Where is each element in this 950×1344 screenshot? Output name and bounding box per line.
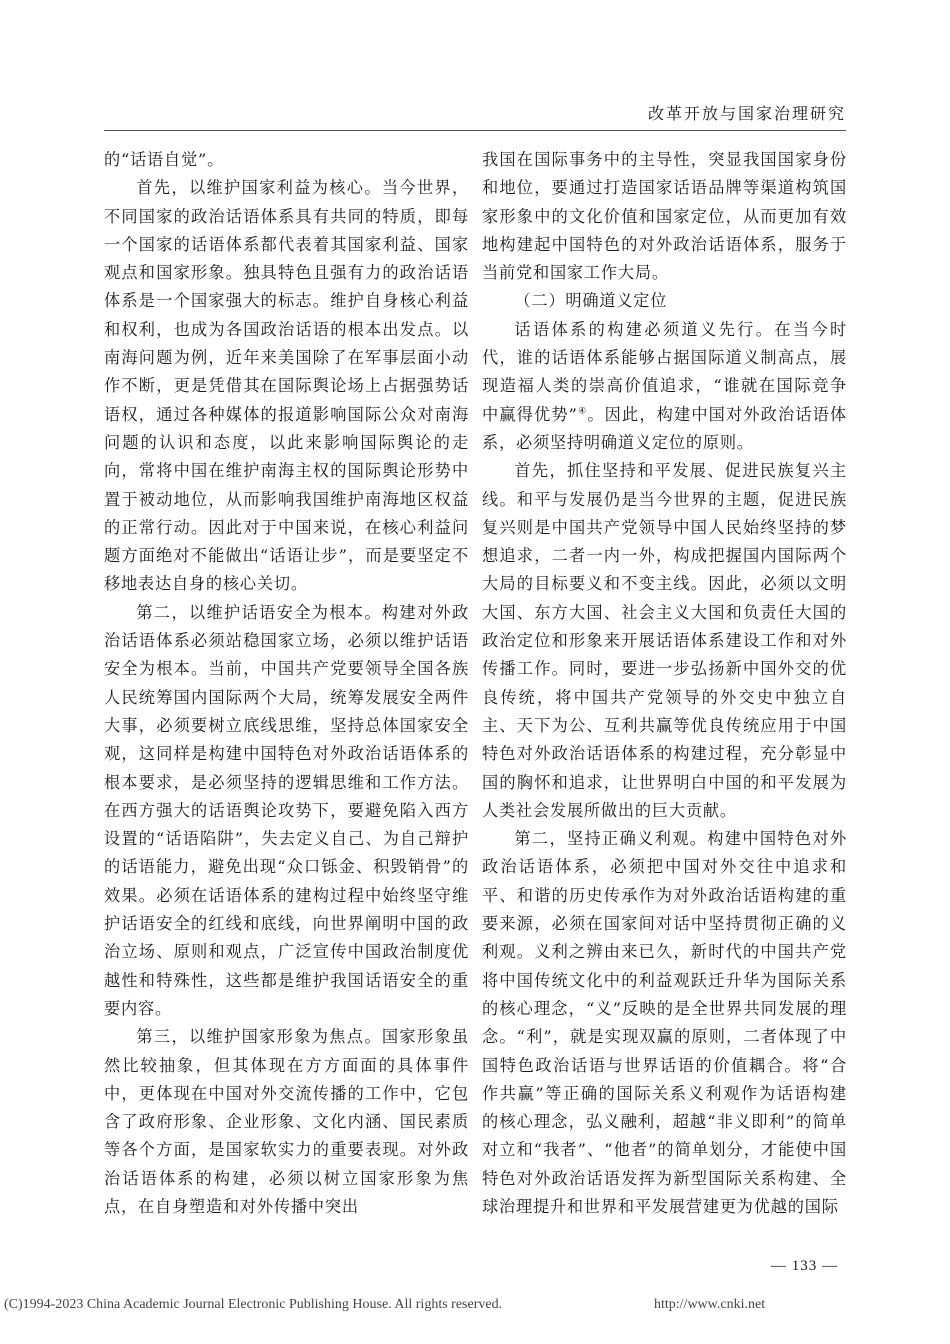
left-paragraph-2: 首先，以维护国家利益为核心。当今世界，不同国家的政治话语体系具有共同的特质，即每一个国家的话语体系都代表着其国家利益、国家观点和国家形象。独具特色且强有力的政治话语体系是一个国家强大的标志。维护自身核心利益和权利，也成为各国政治话语的根本出发点。以南海问题为例，近年来美国除了在军事层面小动作不断，更是凭借其在国际舆论场上占据强势话语权，通过各种媒体的报道影响国际公众对南海问题的认识和态度，以此来影响国际舆论的走向，常将中国在维护南海主权的国际舆论形势中置于被动地位，从而影响我国维护南海地区权益的正常行动。因此对于中国来说，在核心利益问题方面绝对不能做出“话语让步”，而是要坚定不移地表达自身的核心关切。 xyxy=(104,178,469,594)
left-paragraph-3: 第二，以维护话语安全为根本。构建对外政治话语体系必须站稳国家立场，必须以维护话语安全为根本。当前，中国共产党要领导全国各族人民统筹国内国际两个大局，统筹发展安全两件大事，必须要树立底线思维，坚持总体国家安全观，这同样是构建中国特色对外政治话语体系的根本要求，是必须坚持的逻辑思维和工作方法。在西方强大的话语舆论攻势下，要避免陷入西方设置的“话语陷阱”，失去定义自己、为自己辩护的话语能力，避免出现“众口铄金、积毁销骨”的效果。必须在话语体系的建构过程中始终坚守维护话语安全的红线和底线，向世界阐明中国的政治立场、原则和观点，广泛宣传中国政治制度优越性和特殊性，这些都是维护我国话语安全的重要内容。 xyxy=(104,602,469,1018)
right-paragraph-2-text-b: 。因此，构建中国对外政治话语体系，必须坚持明确道义定位的原则。 xyxy=(482,404,848,452)
left-column xyxy=(104,146,469,1221)
right-paragraph-3: 首先，抓住坚持和平发展、促进民族复兴主线。和平与发展仍是当今世界的主题，促进民族复兴则是中国共产党领导中国人民始终坚持的梦想追求，二者一内一外，构成把握国内国际两个大局的目标要义和不变主线。因此，必须以文明大国、东方大国、社会主义大国和负责任大国的政治定位和形象来开展话语体系建设工作和对外传播工作。同时，要进一步弘扬新中国外交的优良传统，将中国共产党领导的外交史中独立自主、天下为公、互利共赢等优良传统应用于中国特色对外政治话语体系的构建过程，充分彰显中国的胸怀和追求，让世界明白中国的和平发展为人类社会发展所做出的巨大贡献。 xyxy=(482,461,847,820)
right-paragraph-4: 第二，坚持正确义利观。构建中国特色对外政治话语体系，必须把中国对外交往中追求和平、和谐的历史传承作为对外政治话语构建的重要来源，必须在国家间对话中坚持贯彻正确的义利观。义利之辨由来已久，新时代的中国共产党将中国传统文化中的利益观跃迁升华为国际关系的核心理念，“义”反映的是全世界共同发展的理念。“利”，就是实现双赢的原则，二者体现了中国特色政治话语与世界话语的价值耦合。将“合作共赢”等正确的国际关系义利观作为话语构建的核心理念，弘义融利，超越“非义即利”的简单对立和“我者”、“他者”的简单划分，才能使中国特色对外政治话语发挥为新型国际关系构建、全球治理提升和世界和平发展营建更为优越的国际 xyxy=(482,829,847,1216)
page-number: — 133 — xyxy=(771,1258,838,1274)
right-column xyxy=(482,146,847,1221)
left-paragraph-4: 第三，以维护国家形象为焦点。国家形象虽然比较抽象，但其体现在方方面面的具体事件中，更体现在中国对外交流传播的工作中，它包含了政府形象、企业形象、文化内涵、国民素质等各个方面，是国家软实力的重要表现。对外政治话语体系的构建，必须以树立国家形象为焦点，在自身塑造和对外传播中突出 xyxy=(104,1027,469,1216)
right-paragraph-1: 我国在国际事务中的主导性，突显我国国家身份和地位，要通过打造国家话语品牌等渠道构筑国家形象中的文化价值和国家定位，从而更加有效地构建起中国特色的对外政治话语体系，服务于当前党和国家工作大局。 xyxy=(482,150,847,283)
header-rule xyxy=(104,130,846,131)
section-subheading: （二）明确道义定位 xyxy=(514,291,668,311)
left-paragraph-1: 的“话语自觉”。 xyxy=(104,150,225,169)
footnote-marker: ④ xyxy=(577,406,588,417)
right-paragraph-2 xyxy=(482,316,847,457)
running-header-title: 改革开放与国家治理研究 xyxy=(647,104,846,123)
copyright-notice: (C)1994-2023 China Academic Journal Electronic Publishing House. All rights reserved. xyxy=(4,1297,503,1312)
website-link[interactable]: http://www.cnki.net xyxy=(654,1297,766,1312)
right-paragraph-2-text-a: 话语体系的构建必须道义先行。在当今时代，谁的话语体系能够占据国际道义制高点，展现造福人类的崇高价值追求，“谁就在国际竞争中赢得优势” xyxy=(482,319,847,424)
